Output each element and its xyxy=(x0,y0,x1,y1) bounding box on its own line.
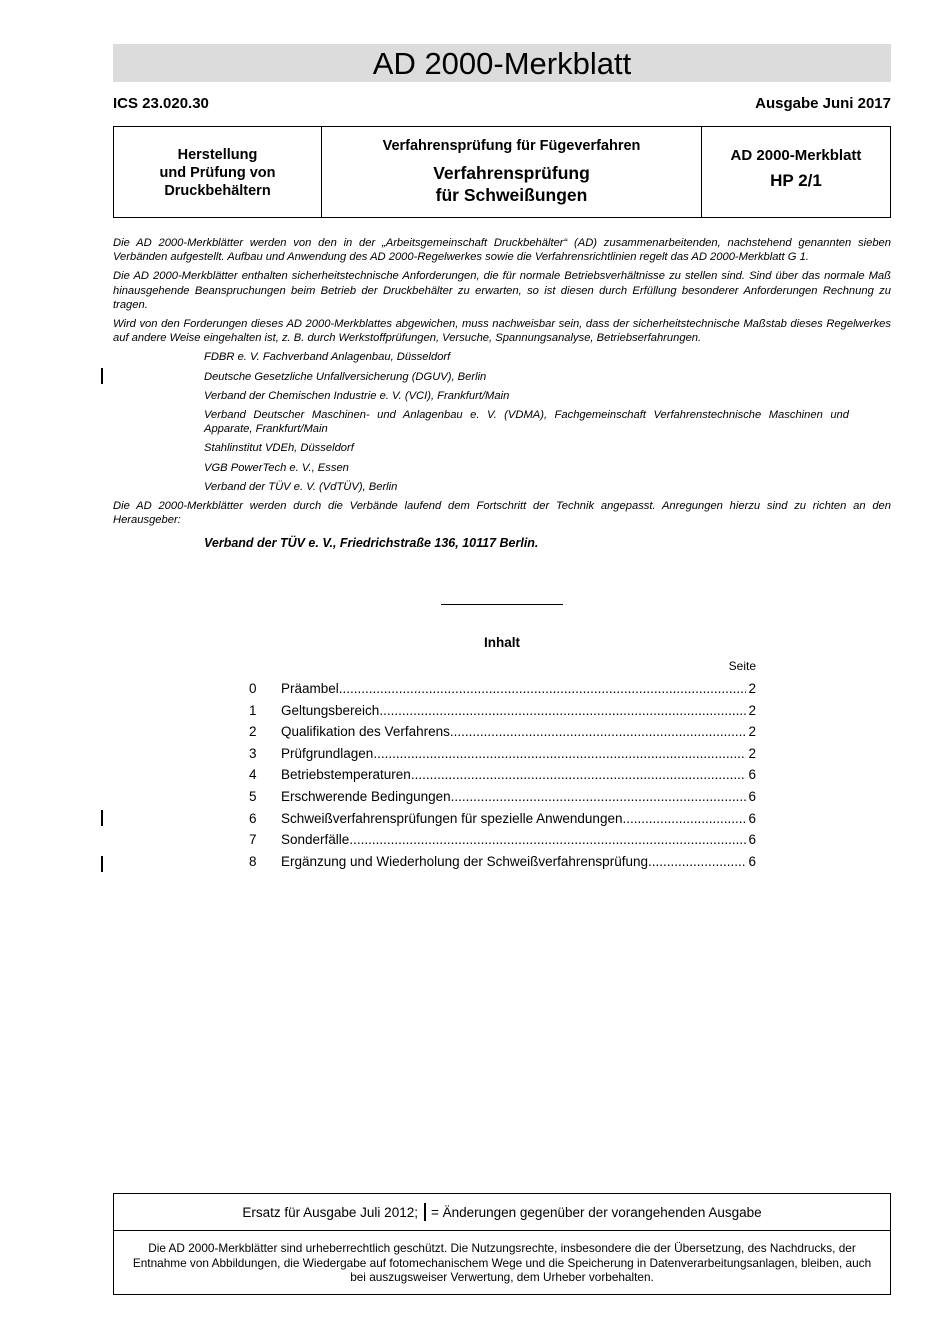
toc-number: 5 xyxy=(249,788,257,804)
intro-section xyxy=(113,236,891,551)
organization-item: Stahlinstitut VDEh, Düsseldorf xyxy=(204,442,354,455)
toc-leader xyxy=(379,700,746,722)
toc-label: Schweißverfahrensprüfungen für spezielle Anwendungen xyxy=(281,810,623,826)
toc-leader xyxy=(622,808,746,830)
intro-paragraph: Wird von den Forderungen dieses AD 2000-Merkblattes abgewichen, muss nachweisbar sein, dass der sicherheitstechnische Maßstab dieses Regelwerkes auf andere Weise eingehalten ist, z. B. durch Werkstoffprüfungen, Versuche, Spannungsanalyse, Betriebserfahrungen. xyxy=(113,318,891,345)
sheet-id-cell xyxy=(702,127,890,217)
changes-legend-text: = Änderungen gegenüber der vorangehenden Ausgabe xyxy=(430,1204,762,1220)
toc-page: 6 xyxy=(748,810,756,826)
toc-page: 2 xyxy=(748,681,756,696)
toc-page: 2 xyxy=(748,745,756,761)
organization-item: Deutsche Gesetzliche Unfallversicherung (DGUV), Berlin xyxy=(204,370,487,383)
sheet-label: AD 2000-Merkblatt xyxy=(730,147,862,164)
table-of-contents xyxy=(249,678,756,872)
toc-leader xyxy=(451,786,746,808)
intro-paragraph: Die AD 2000-Merkblätter enthalten sicherheitstechnische Anforderungen, die für normale Betriebsverhältnisse zu stellen sind. Sind über das normale Maß hinausgehende Beanspruchungen beim Betrieb der Druckbehälter zu erwarten, so ist diesen durch Erfüllung besonderer Anforderungen Rechnung zu tragen. xyxy=(113,270,891,311)
toc-label: Ergänzung und Wiederholung der Schweißverfahrensprüfung xyxy=(281,853,648,869)
toc-entry[interactable] xyxy=(249,808,756,830)
subject-subtitle: Verfahrensprüfung für Fügeverfahren xyxy=(382,138,641,154)
subject-title-line: für Schweißungen xyxy=(435,185,588,205)
toc-entry[interactable] xyxy=(249,700,756,722)
subject-title-line: Verfahrensprüfung xyxy=(433,163,590,183)
toc-number: 6 xyxy=(249,810,257,826)
toc-page: 6 xyxy=(748,832,756,848)
toc-leader xyxy=(339,678,746,700)
toc-entry[interactable] xyxy=(249,764,756,786)
toc-entry[interactable] xyxy=(249,829,756,851)
organization-item: Verband der TÜV e. V. (VdTÜV), Berlin xyxy=(204,480,398,493)
toc-label: Präambel xyxy=(281,681,339,696)
change-marker xyxy=(101,368,103,384)
toc-entry[interactable] xyxy=(249,743,756,765)
toc-page: 6 xyxy=(748,767,756,783)
change-marker xyxy=(101,856,103,872)
section-divider xyxy=(441,604,563,605)
toc-leader xyxy=(349,829,746,851)
edition-date: Ausgabe Juni 2017 xyxy=(755,95,891,112)
toc-leader xyxy=(373,743,746,765)
toc-number: 7 xyxy=(249,832,257,848)
organization-item: Verband Deutscher Maschinen- und Anlagenbau e. V. (VDMA), Fachgemeinschaft Verfahrenstechnische Maschinen und Apparate, Frankfurt/Main xyxy=(204,409,849,436)
toc-leader xyxy=(411,764,746,786)
toc-page-header: Seite xyxy=(728,659,756,673)
toc-leader xyxy=(648,851,746,873)
toc-label: Betriebstemperaturen xyxy=(281,767,411,783)
category-line: Druckbehältern xyxy=(164,183,271,199)
category-line: und Prüfung von xyxy=(159,165,276,181)
toc-entry[interactable] xyxy=(249,851,756,873)
toc-leader xyxy=(450,721,746,743)
category-cell xyxy=(114,127,322,217)
toc-entry[interactable] xyxy=(249,786,756,808)
toc-label: Prüfgrundlagen xyxy=(281,745,374,761)
toc-entry[interactable] xyxy=(249,721,756,743)
ics-code: ICS 23.020.30 xyxy=(113,95,209,112)
change-marker-legend xyxy=(424,1203,426,1221)
footer-box xyxy=(113,1193,891,1295)
organization-list xyxy=(204,350,891,494)
copyright-notice: Die AD 2000-Merkblätter sind urheberrechtlich geschützt. Die Nutzungsrechte, insbesondere die der Übersetzung, des Nachdrucks, der Entnahme von Abbildungen, die Wiedergabe auf fotomechanischem Wege und die Speicherung in Datenverarbeitungsanlagen, bleiben, auch bei auszugsweiser Verwertung, dem Urheber vorbehalten. xyxy=(132,1241,872,1284)
organization-item: VGB PowerTech e. V., Essen xyxy=(204,461,349,474)
toc-page: 2 xyxy=(748,724,756,740)
subject-cell xyxy=(322,127,702,217)
toc-label: Qualifikation des Verfahrens xyxy=(281,724,450,740)
category-line: Herstellung xyxy=(177,147,258,163)
toc-label: Sonderfälle xyxy=(281,832,350,848)
toc-number: 8 xyxy=(249,853,257,869)
toc-title: Inhalt xyxy=(484,635,520,650)
sheet-code: HP 2/1 xyxy=(770,171,822,190)
toc-number: 2 xyxy=(249,724,257,740)
toc-page: 2 xyxy=(748,702,756,718)
toc-label: Erschwerende Bedingungen xyxy=(281,788,451,804)
organization-item: FDBR e. V. Fachverband Anlagenbau, Düsseldorf xyxy=(204,351,451,364)
organization-item: Verband der Chemischen Industrie e. V. (VCI), Frankfurt/Main xyxy=(204,389,510,402)
closing-paragraph: Die AD 2000-Merkblätter werden durch die Verbände laufend dem Fortschritt der Technik angepasst. Anregungen hierzu sind zu richten an den Herausgeber: xyxy=(113,500,891,527)
edition-note xyxy=(114,1194,890,1231)
toc-number: 3 xyxy=(249,745,257,761)
replaces-text: Ersatz für Ausgabe Juli 2012; xyxy=(242,1204,418,1220)
toc-number: 4 xyxy=(249,767,257,783)
toc-number: 1 xyxy=(249,702,257,718)
document-title: AD 2000-Merkblatt xyxy=(113,44,891,82)
toc-number: 0 xyxy=(249,681,257,696)
subject-title xyxy=(322,162,701,206)
toc-page: 6 xyxy=(748,853,756,869)
change-marker xyxy=(101,810,103,826)
toc-label: Geltungsbereich xyxy=(281,702,380,718)
publisher-address: Verband der TÜV e. V., Friedrichstraße 136, 10117 Berlin. xyxy=(204,536,539,551)
header-box xyxy=(113,126,891,218)
toc-page: 6 xyxy=(748,788,756,804)
intro-paragraph: Die AD 2000-Merkblätter werden von den in der „Arbeitsgemeinschaft Druckbehälter“ (AD) zusammenarbeitenden, nachstehend genannten sieben Verbänden aufgestellt. Aufbau und Anwendung des AD 2000-Regelwerkes sowie die Verfahrensrichtlinien regelt das AD 2000-Merkblatt G 1. xyxy=(113,237,891,264)
toc-entry[interactable] xyxy=(249,678,756,700)
